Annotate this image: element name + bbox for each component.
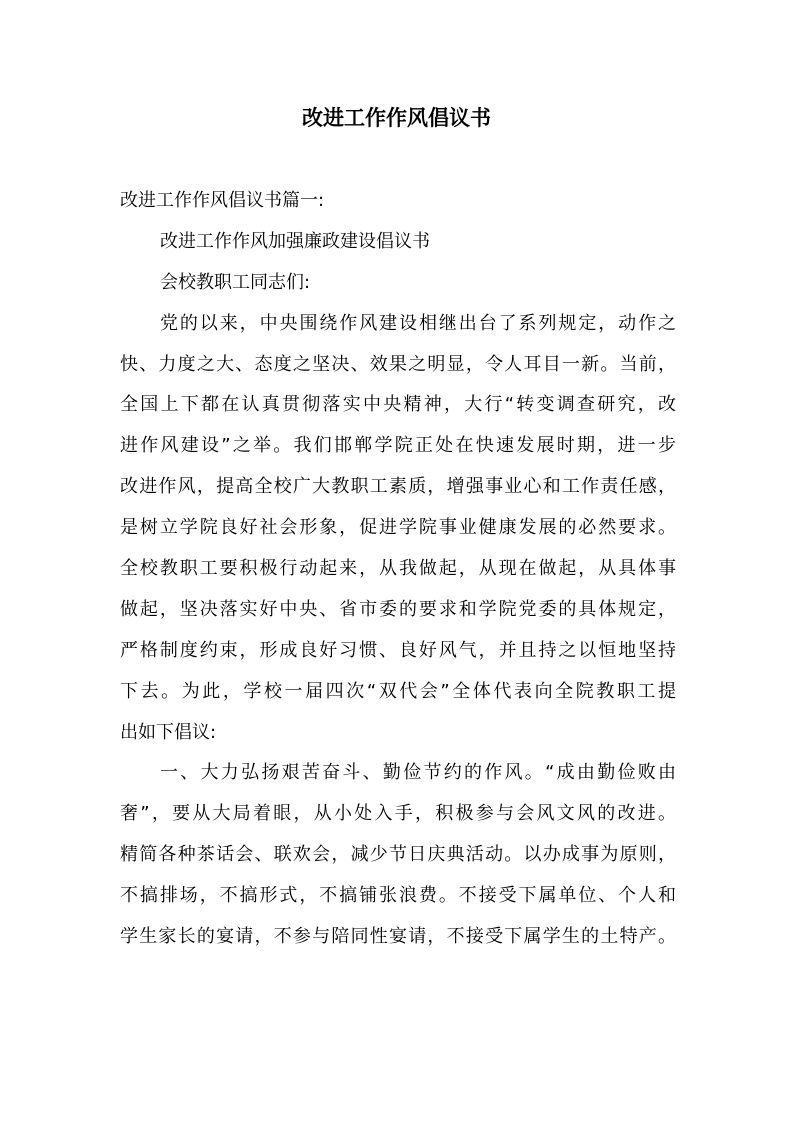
paragraph-line: 党的以来，中央围绕作风建设相继出台了系列规定，动作之 bbox=[160, 312, 676, 334]
paragraph-line: 严格制度约束，形成良好习惯、良好风气，并且持之以恒地坚持 bbox=[120, 639, 676, 661]
paragraph-line: 不搞排场，不搞形式，不搞铺张浪费。不接受下属单位、个人和 bbox=[120, 885, 676, 907]
paragraph-line: 全校教职工要积极行动起来，从我做起，从现在做起，从具体事 bbox=[120, 558, 676, 580]
salutation-line: 会校教职工同志们: bbox=[160, 271, 311, 293]
paragraph-line: 快、力度之大、态度之坚决、效果之明显，令人耳目一新。当前， bbox=[120, 353, 676, 375]
paragraph-line: 精简各种茶话会、联欢会，减少节日庆典活动。以办成事为原则， bbox=[120, 844, 676, 866]
paragraph-line: 是树立学院良好社会形象，促进学院事业健康发展的必然要求。 bbox=[120, 517, 676, 539]
paragraph-line: 下去。为此，学校一届四次“双代会”全体代表向全院教职工提 bbox=[120, 680, 676, 702]
paragraph-line: 全国上下都在认真贯彻落实中央精神，大行“转变调查研究，改 bbox=[120, 394, 676, 416]
paragraph-line: 奢”，要从大局着眼，从小处入手，积极参与会风文风的改进。 bbox=[120, 803, 676, 825]
section-heading: 改进工作作风倡议书篇一: bbox=[120, 190, 325, 211]
paragraph-line: 一、大力弘扬艰苦奋斗、勤俭节约的作风。“成由勤俭败由 bbox=[160, 762, 676, 784]
paragraph-line: 改进作风，提高全校广大教职工素质，增强事业心和工作责任感， bbox=[120, 476, 676, 498]
document-title: 改进工作作风倡议书 bbox=[302, 106, 491, 130]
paragraph-line: 出如下倡议: bbox=[120, 721, 217, 743]
paragraph-line: 学生家长的宴请，不参与陪同性宴请，不接受下属学生的土特产。 bbox=[120, 926, 676, 948]
paragraph-line: 进作风建设”之举。我们邯郸学院正处在快速发展时期，进一步 bbox=[120, 435, 676, 457]
subtitle-line: 改进工作作风加强廉政建设倡议书 bbox=[160, 230, 430, 252]
document-body bbox=[120, 181, 676, 958]
paragraph-line: 做起，坚决落实好中央、省市委的要求和学院党委的具体规定， bbox=[120, 598, 676, 620]
